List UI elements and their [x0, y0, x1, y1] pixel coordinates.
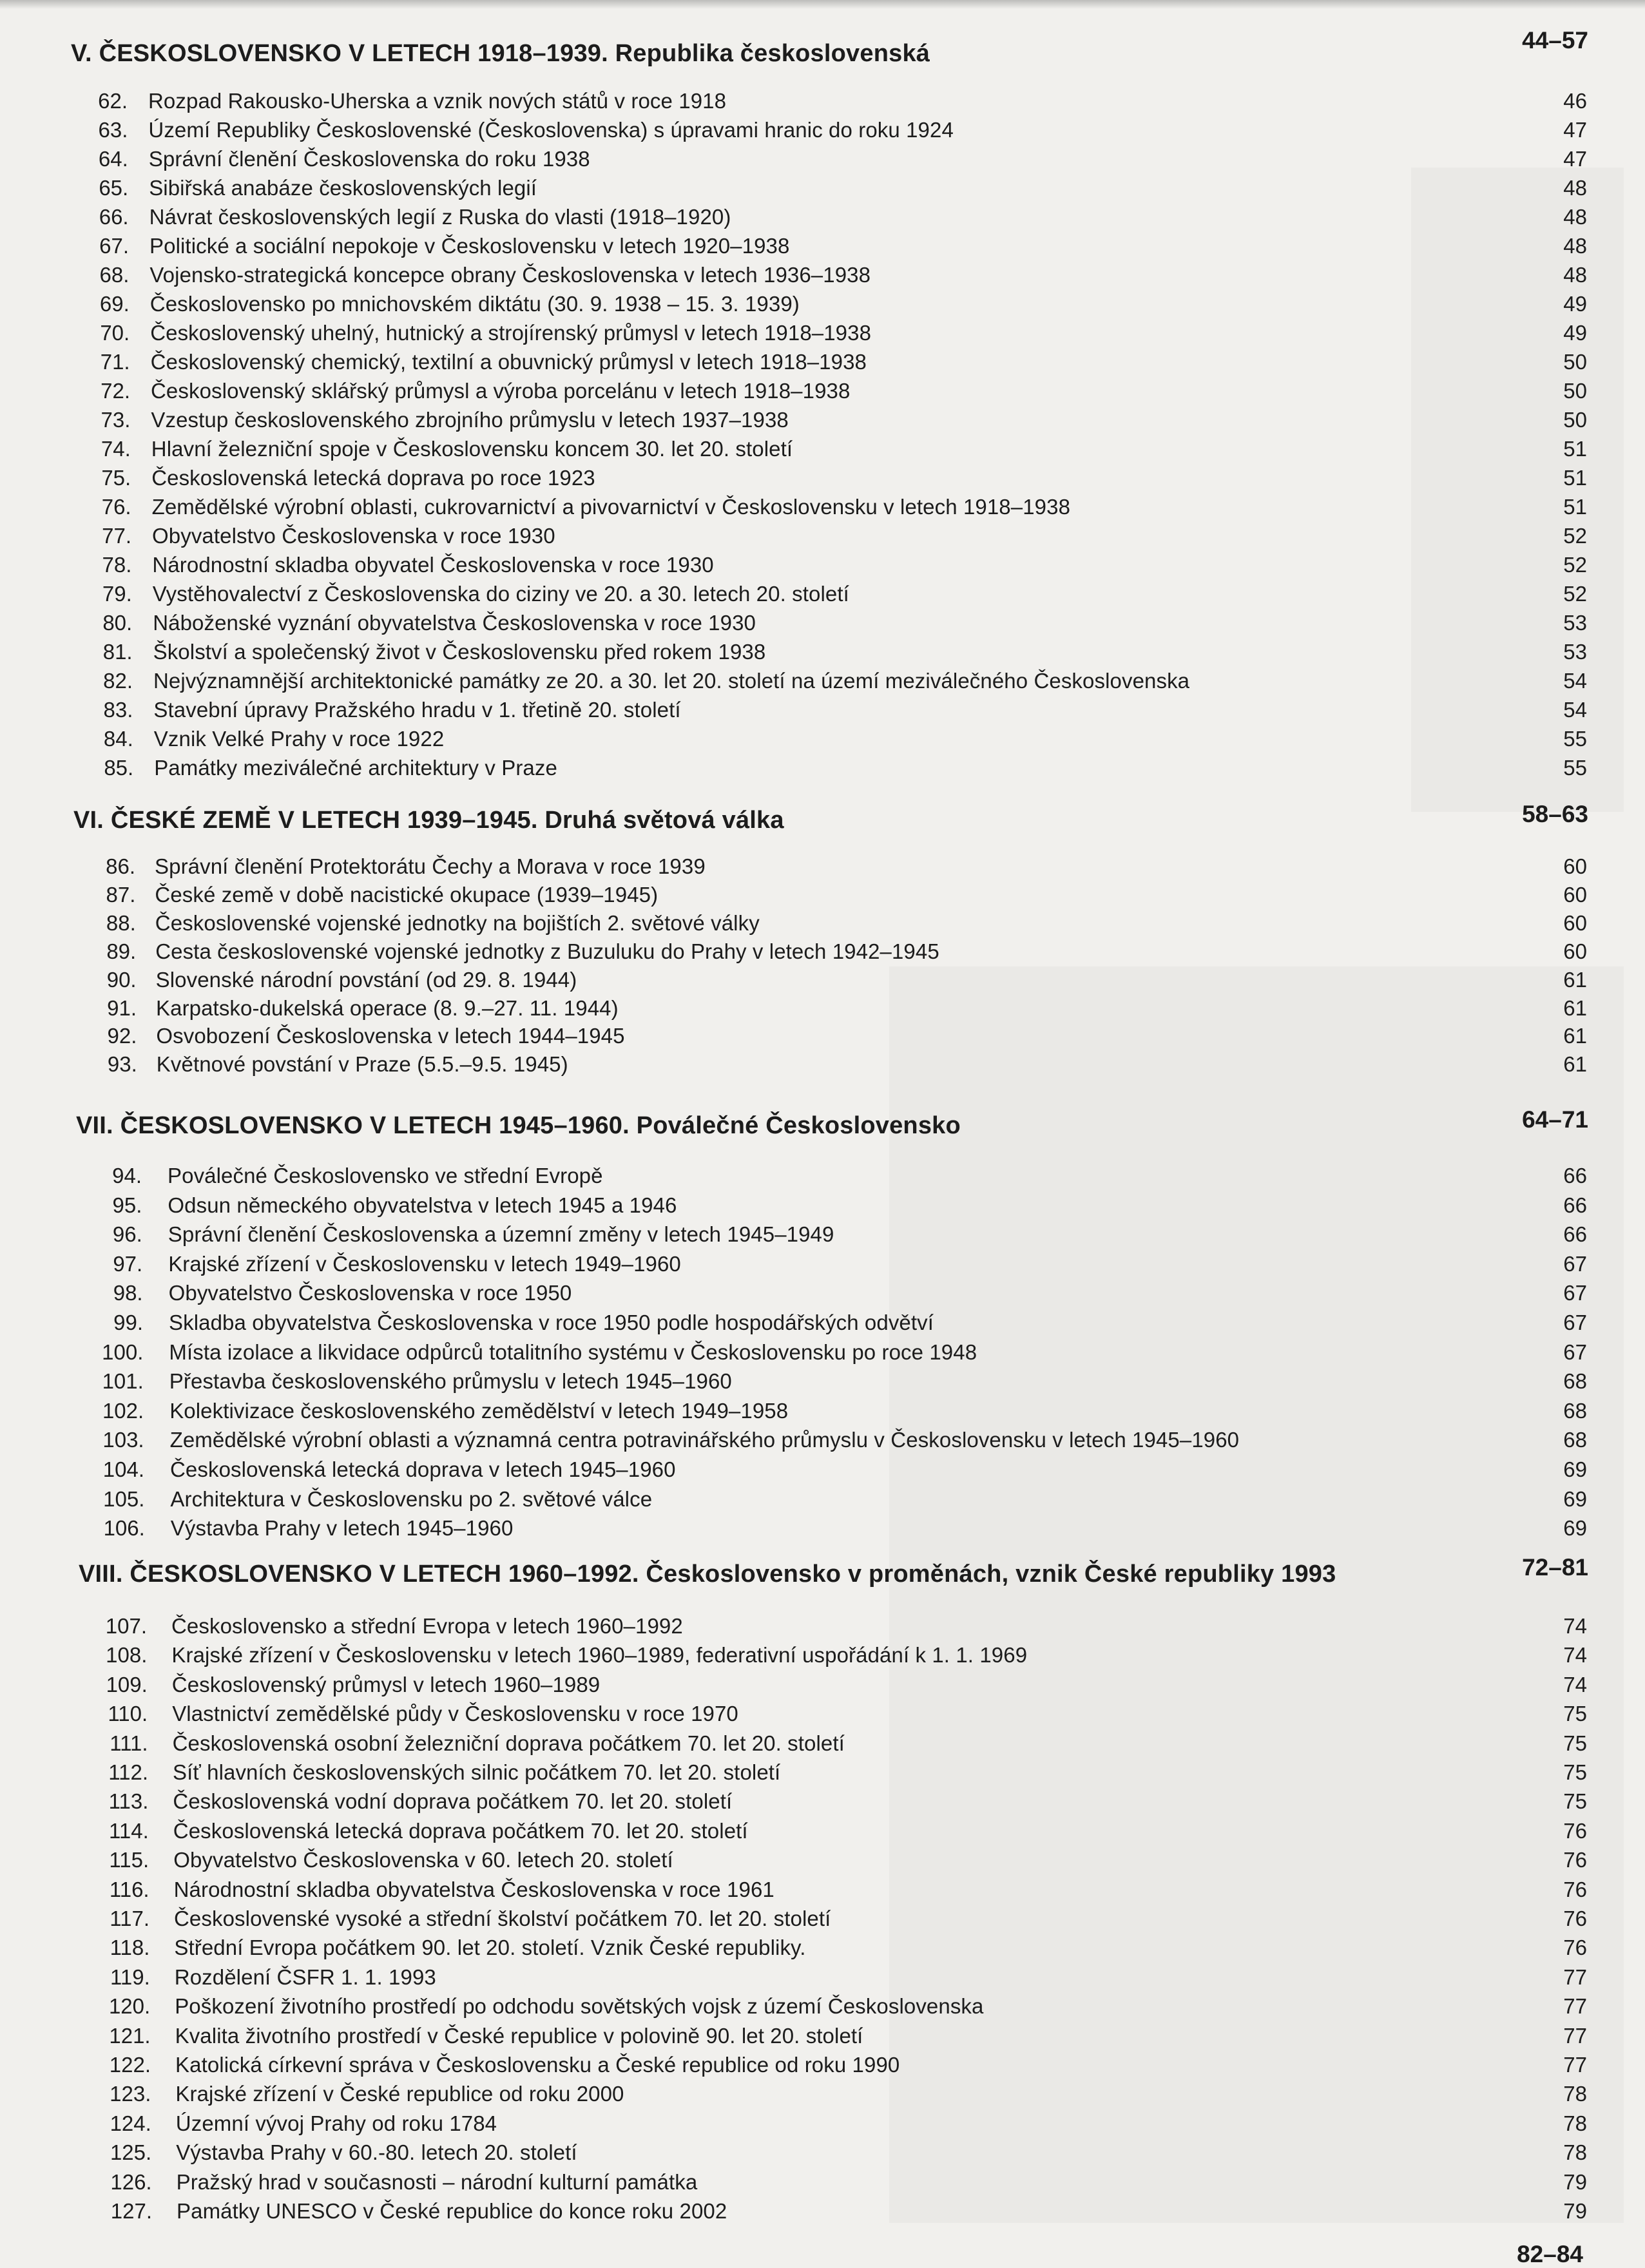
entry-number: 110.	[108, 1702, 148, 1726]
entry-page-number: 51	[1563, 437, 1587, 461]
toc-entry[interactable]	[0, 669, 1645, 698]
entry-page-number: 66	[1563, 1193, 1587, 1217]
toc-entry[interactable]	[0, 1193, 1645, 1223]
entry-number: 125.	[110, 2140, 152, 2165]
entry-page-number: 60	[1563, 910, 1587, 935]
entry-number: 116.	[109, 1877, 149, 1901]
entry-page-number: 75	[1563, 1702, 1587, 1726]
toc-entry[interactable]	[0, 263, 1645, 293]
toc-entry[interactable]	[0, 1760, 1645, 1790]
toc-entry[interactable]	[0, 1848, 1645, 1878]
toc-entry[interactable]	[0, 1024, 1645, 1053]
entry-number: 75.	[101, 466, 131, 490]
entry-title: Skladba obyvatelstva Československa v roce 1950 podle hospodářských odvětví	[169, 1311, 934, 1334]
entry-number: 121.	[109, 2023, 151, 2048]
toc-entry[interactable]	[0, 321, 1645, 351]
toc-entry[interactable]	[0, 968, 1645, 997]
entry-page-number: 60	[1563, 854, 1587, 878]
entry-page-number: 54	[1563, 698, 1587, 722]
toc-entry[interactable]	[0, 2053, 1645, 2082]
entry-page-number: 78	[1563, 2082, 1587, 2106]
entry-number: 88.	[106, 910, 136, 935]
entry-title: Karpatsko-dukelská operace (8. 9.–27. 11. 1944)	[156, 995, 619, 1020]
toc-entry[interactable]	[0, 2199, 1645, 2229]
entry-number: 63.	[98, 118, 128, 142]
toc-entry[interactable]	[0, 1252, 1645, 1282]
entry-number: 92.	[107, 1024, 137, 1048]
entry-number: 101.	[102, 1369, 144, 1394]
entry-number: 62.	[98, 89, 128, 113]
entry-page-number: 50	[1563, 379, 1587, 403]
entry-number: 102.	[102, 1398, 144, 1423]
toc-entry[interactable]	[0, 118, 1645, 148]
entry-number: 87.	[106, 882, 136, 907]
entry-title: České země v době nacistické okupace (1939–1945)	[155, 882, 659, 907]
toc-entry[interactable]	[0, 1878, 1645, 1907]
toc-entry[interactable]	[0, 1731, 1645, 1761]
entry-title: Krajské zřízení v České republice od roku 2000	[175, 2082, 624, 2106]
entry-page-number: 50	[1563, 350, 1587, 374]
entry-number: 98.	[113, 1281, 143, 1305]
entry-page-number: 77	[1563, 1965, 1587, 1989]
entry-page-number: 55	[1563, 727, 1587, 751]
entry-title: Poválečné Československo ve střední Evropě	[168, 1164, 603, 1187]
entry-title: Přestavba československého průmyslu v letech 1945–1960	[169, 1369, 732, 1394]
toc-entry[interactable]	[0, 756, 1645, 785]
entry-page-number: 47	[1563, 147, 1587, 171]
toc-entry[interactable]	[0, 495, 1645, 524]
entry-page-number: 76	[1563, 1907, 1587, 1930]
toc-entry[interactable]	[0, 996, 1645, 1026]
entry-title: Střední Evropa počátkem 90. let 20. století. Vznik České republiky.	[174, 1936, 806, 1960]
entry-page-number: 76	[1563, 1877, 1587, 1901]
toc-entry[interactable]	[0, 2140, 1645, 2170]
entry-title: Obyvatelstvo Československa v roce 1930	[152, 524, 555, 548]
entry-number: 95.	[112, 1193, 142, 1217]
entry-number: 78.	[102, 553, 132, 577]
entry-number: 83.	[103, 698, 133, 722]
entry-title: Katolická církevní správa v Československu a České republice od roku 1990	[175, 2053, 900, 2077]
entry-title: Československé vysoké a střední školství počátkem 70. let 20. století	[174, 1907, 831, 1930]
toc-entry[interactable]	[0, 640, 1645, 669]
entry-number: 76.	[101, 495, 131, 519]
toc-entry[interactable]	[0, 2111, 1645, 2141]
entry-page-number: 53	[1563, 611, 1587, 635]
entry-number: 97.	[113, 1251, 143, 1276]
toc-entry[interactable]	[0, 176, 1645, 206]
entry-number: 108.	[106, 1643, 148, 1667]
entry-title: Nejvýznamnější architektonické památky ze 20. a 30. let 20. století na území meziválečného Československa	[153, 669, 1190, 693]
entry-page-number: 77	[1563, 2053, 1587, 2077]
entry-title: Slovenské národní povstání (od 29. 8. 1944)	[155, 967, 577, 992]
entry-title: Československý průmysl v letech 1960–1989	[171, 1672, 601, 1696]
entry-number: 77.	[102, 524, 131, 548]
entry-number: 73.	[101, 408, 131, 432]
entry-page-number: 52	[1563, 582, 1587, 606]
entry-title: Návrat československých legií z Ruska do vlasti (1918–1920)	[149, 205, 731, 229]
entry-page-number: 48	[1563, 234, 1587, 258]
entry-number: 104.	[102, 1457, 144, 1481]
entry-title: Výstavba Prahy v letech 1945–1960	[170, 1516, 514, 1541]
entry-page-number: 51	[1563, 466, 1587, 490]
entry-number: 99.	[113, 1311, 143, 1334]
toc-entry[interactable]	[0, 1643, 1645, 1673]
toc-entry[interactable]	[0, 1673, 1645, 1702]
entry-page-number: 76	[1563, 1848, 1587, 1872]
toc-entry[interactable]	[0, 1516, 1645, 1546]
entry-page-number: 67	[1563, 1281, 1587, 1305]
toc-entry[interactable]	[0, 883, 1645, 912]
entry-number: 86.	[106, 854, 135, 878]
toc-entry[interactable]	[0, 292, 1645, 322]
entry-number: 113.	[108, 1789, 149, 1814]
toc-entry[interactable]	[0, 2024, 1645, 2053]
toc-entry[interactable]	[0, 1702, 1645, 1731]
entry-page-number: 77	[1563, 1994, 1587, 2019]
entry-page-number: 51	[1563, 495, 1587, 519]
entry-title: Stavební úpravy Pražského hradu v 1. třetině 20. století	[153, 698, 681, 722]
entry-page-number: 66	[1563, 1164, 1587, 1187]
toc-entry[interactable]	[0, 911, 1645, 941]
toc-entry[interactable]	[0, 350, 1645, 380]
toc-entry[interactable]	[0, 582, 1645, 611]
entry-title: Československá letecká doprava po roce 1923	[151, 466, 595, 490]
entry-number: 100.	[102, 1340, 144, 1364]
entry-number: 72.	[101, 379, 130, 403]
entry-title: Vojensko-strategická koncepce obrany Československa v letech 1936–1938	[149, 263, 871, 287]
entry-number: 106.	[103, 1516, 145, 1541]
entry-number: 69.	[99, 292, 130, 316]
entry-page-number: 60	[1563, 882, 1587, 907]
entry-number: 126.	[110, 2169, 152, 2194]
entry-title: Náboženské vyznání obyvatelstva Československa v roce 1930	[153, 611, 756, 635]
toc-entry[interactable]	[0, 1428, 1645, 1457]
entry-number: 109.	[106, 1672, 148, 1696]
toc-entry[interactable]	[0, 1994, 1645, 2024]
toc-entry[interactable]	[0, 1789, 1645, 1819]
entry-title: Osvobození Československa v letech 1944–1945	[156, 1024, 625, 1048]
entry-number: 120.	[108, 1994, 151, 2019]
entry-page-number: 54	[1563, 669, 1587, 693]
entry-page-number: 67	[1563, 1251, 1587, 1276]
entry-title: Československý chemický, textilní a obuvnický průmysl v letech 1918–1938	[150, 350, 867, 374]
entry-page-number: 49	[1563, 292, 1587, 316]
entry-title: Památky meziválečné architektury v Praze	[154, 756, 557, 780]
entry-title: Rozdělení ČSFR 1. 1. 1993	[174, 1965, 436, 1989]
entry-page-number: 61	[1563, 967, 1587, 992]
entry-number: 107.	[105, 1614, 147, 1638]
entry-title: Vystěhovalectví z Československa do ciziny ve 20. a 30. letech 20. století	[152, 582, 849, 606]
entry-page-number: 67	[1563, 1340, 1587, 1364]
entry-page-number: 48	[1563, 263, 1587, 287]
entry-title: Zemědělské výrobní oblasti, cukrovarnictví a pivovarnictví v Československu v letech 1918–1938	[151, 495, 1071, 519]
entry-number: 68.	[99, 263, 130, 287]
entry-title: Československý sklářský průmysl a výroba porcelánu v letech 1918–1938	[151, 379, 851, 403]
entry-title: Sibiřská anabáze československých legií	[149, 176, 537, 200]
entry-page-number: 75	[1563, 1731, 1587, 1755]
entry-page-number: 68	[1563, 1369, 1587, 1394]
entry-title: Kolektivizace československého zemědělství v letech 1949–1958	[169, 1398, 789, 1423]
toc-entry[interactable]	[0, 1936, 1645, 1965]
toc-entry[interactable]	[0, 234, 1645, 264]
toc-entry[interactable]	[0, 727, 1645, 756]
toc-entry[interactable]	[0, 1965, 1645, 1995]
entry-page-number: 78	[1563, 2140, 1587, 2165]
toc-entry[interactable]	[0, 1222, 1645, 1252]
entry-title: Výstavba Prahy v 60.-80. letech 20. století	[176, 2140, 577, 2165]
entry-page-number: 49	[1563, 321, 1587, 345]
entry-page-number: 47	[1563, 118, 1587, 142]
toc-entry[interactable]	[0, 2082, 1645, 2111]
entry-number: 66.	[99, 205, 129, 229]
entry-number: 122.	[109, 2053, 151, 2077]
toc-entry[interactable]	[0, 1399, 1645, 1428]
entry-number: 111.	[110, 1731, 148, 1755]
entry-page-number: 68	[1563, 1428, 1587, 1452]
entry-title: Květnové povstání v Praze (5.5.–9.5. 1945)	[156, 1052, 568, 1077]
entry-number: 85.	[104, 756, 134, 780]
entry-title: Obyvatelstvo Československa v 60. letech 20. století	[173, 1848, 673, 1872]
entry-number: 124.	[110, 2111, 151, 2135]
entry-page-number: 74	[1563, 1614, 1587, 1638]
toc-entry[interactable]	[0, 698, 1645, 727]
entry-page-number: 68	[1563, 1398, 1587, 1423]
entry-title: Československá letecká doprava počátkem 70. let 20. století	[173, 1818, 748, 1843]
toc-entry[interactable]	[0, 1819, 1645, 1849]
entry-title: Síť hlavních československých silnic počátkem 70. let 20. století	[173, 1760, 781, 1784]
entry-page-number: 52	[1563, 553, 1587, 577]
entry-number: 123.	[110, 2082, 151, 2106]
entry-title: Rozpad Rakousko-Uherska a vznik nových států v roce 1918	[148, 89, 727, 113]
entry-page-number: 79	[1563, 2169, 1587, 2194]
entry-title: Politické a sociální nepokoje v Československu v letech 1920–1938	[149, 234, 790, 258]
entry-page-number: 76	[1563, 1936, 1587, 1960]
entry-title: Československá letecká doprava v letech 1945–1960	[170, 1457, 676, 1481]
entry-title: Územní vývoj Prahy od roku 1784	[175, 2111, 497, 2135]
entry-title: Architektura v Československu po 2. světové válce	[170, 1486, 653, 1511]
toc-entry[interactable]	[0, 379, 1645, 408]
toc-entry[interactable]	[0, 553, 1645, 582]
entry-title: Kvalita životního prostředí v České republice v polovině 90. let 20. století	[175, 2023, 863, 2048]
toc-entry[interactable]	[0, 1311, 1645, 1340]
toc-entry[interactable]	[0, 939, 1645, 969]
section-heading: VIII. ČESKOSLOVENSKO V LETECH 1960–1992. Československo v proměnách, vznik České republiky 1993	[79, 1561, 1336, 1588]
entry-page-number: 76	[1563, 1818, 1587, 1843]
entry-page-number: 78	[1563, 2111, 1587, 2135]
section-page-range: 44–57	[1522, 27, 1588, 53]
entry-title: Vzestup československého zbrojního průmyslu v letech 1937–1938	[151, 408, 789, 432]
entry-number: 82.	[103, 669, 133, 693]
entry-title: Odsun německého obyvatelstva v letech 1945 a 1946	[168, 1193, 677, 1217]
page-top-shadow	[0, 0, 1645, 9]
entry-page-number: 74	[1563, 1672, 1587, 1696]
entry-number: 64.	[98, 147, 128, 171]
next-section-range: 82–84	[1517, 2241, 1583, 2267]
entry-page-number: 53	[1563, 640, 1587, 664]
entry-title: Československo po mnichovském diktátu (30. 9. 1938 – 15. 3. 1939)	[149, 292, 800, 316]
toc-entry[interactable]	[0, 1457, 1645, 1487]
entry-page-number: 46	[1563, 89, 1587, 113]
entry-page-number: 61	[1563, 1052, 1587, 1077]
toc-entry[interactable]	[0, 466, 1645, 495]
entry-title: Národnostní skladba obyvatelstva Československa v roce 1961	[173, 1877, 774, 1901]
entry-page-number: 48	[1563, 176, 1587, 200]
entry-page-number: 69	[1563, 1457, 1587, 1481]
entry-page-number: 69	[1563, 1516, 1587, 1541]
entry-title: Československé vojenské jednotky na bojištích 2. světové války	[155, 910, 760, 935]
toc-entry[interactable]	[0, 1340, 1645, 1370]
entry-title: Krajské zřízení v Československu v letech 1949–1960	[168, 1251, 681, 1276]
entry-number: 80.	[102, 611, 133, 635]
toc-entry[interactable]	[0, 1281, 1645, 1311]
entry-number: 65.	[99, 176, 129, 200]
toc-entry[interactable]	[0, 611, 1645, 640]
toc-entry[interactable]	[0, 408, 1645, 437]
entry-number: 93.	[107, 1052, 137, 1077]
entry-title: Školství a společenský život v Československu před rokem 1938	[153, 640, 766, 664]
entry-title: Hlavní železniční spoje v Československu koncem 30. let 20. století	[151, 437, 793, 461]
entry-page-number: 61	[1563, 1024, 1587, 1048]
entry-title: Krajské zřízení v Československu v letech 1960–1989, federativní uspořádání k 1. 1. 1969	[171, 1643, 1028, 1667]
entry-number: 70.	[100, 321, 130, 345]
entry-page-number: 50	[1563, 408, 1587, 432]
entry-page-number: 48	[1563, 205, 1587, 229]
entry-page-number: 55	[1563, 756, 1587, 780]
entry-title: Poškození životního prostředí po odchodu sovětských vojsk z území Československa	[175, 1994, 984, 2019]
entry-number: 103.	[102, 1428, 144, 1452]
entry-number: 119.	[110, 1965, 150, 1989]
section-heading: VI. ČESKÉ ZEMĚ V LETECH 1939–1945. Druhá světová válka	[73, 807, 784, 834]
toc-entry[interactable]	[0, 205, 1645, 235]
section-heading: V. ČESKOSLOVENSKO V LETECH 1918–1939. Republika československá	[71, 40, 930, 67]
toc-entry[interactable]	[0, 1052, 1645, 1082]
entry-number: 71.	[100, 350, 130, 374]
toc-entry[interactable]	[0, 437, 1645, 466]
entry-title: Správní členění Československa a územní změny v letech 1945–1949	[168, 1222, 834, 1247]
toc-entry[interactable]	[0, 89, 1645, 119]
entry-page-number: 69	[1563, 1486, 1587, 1511]
entry-title: Místa izolace a likvidace odpůrců totalitního systému v Československu po roce 1948	[169, 1340, 977, 1364]
toc-entry[interactable]	[0, 1614, 1645, 1644]
entry-number: 67.	[99, 234, 129, 258]
entry-number: 96.	[112, 1222, 142, 1247]
section-heading: VII. ČESKOSLOVENSKO V LETECH 1945–1960. Poválečné Československo	[76, 1112, 961, 1139]
entry-number: 79.	[102, 582, 132, 606]
toc-entry[interactable]	[0, 1907, 1645, 1936]
entry-title: Území Republiky Československé (Československa) s úpravami hranic do roku 1924	[148, 118, 954, 142]
entry-title: Památky UNESCO v České republice do konce roku 2002	[177, 2199, 727, 2223]
entry-number: 89.	[106, 939, 137, 963]
entry-page-number: 60	[1563, 939, 1587, 963]
entry-title: Vznik Velké Prahy v roce 1922	[153, 727, 445, 751]
entry-page-number: 75	[1563, 1760, 1587, 1784]
toc-entry[interactable]	[0, 1487, 1645, 1517]
entry-number: 114.	[109, 1818, 149, 1843]
entry-number: 117.	[110, 1907, 149, 1930]
entry-number: 84.	[103, 727, 133, 751]
entry-number: 115.	[109, 1848, 149, 1872]
toc-entry[interactable]	[0, 1164, 1645, 1193]
toc-entry[interactable]	[0, 854, 1645, 884]
toc-entry[interactable]	[0, 2170, 1645, 2200]
entry-page-number: 61	[1563, 995, 1587, 1020]
entry-title: Pražský hrad v současnosti – národní kulturní památka	[176, 2169, 698, 2194]
entry-number: 74.	[101, 437, 131, 461]
entry-title: Národnostní skladba obyvatel Československa v roce 1930	[152, 553, 714, 577]
entry-page-number: 75	[1563, 1789, 1587, 1814]
entry-number: 91.	[107, 995, 137, 1020]
entry-title: Správní členění Protektorátu Čechy a Morava v roce 1939	[155, 854, 706, 878]
entry-title: Cesta československé vojenské jednotky z Buzuluku do Prahy v letech 1942–1945	[155, 939, 939, 963]
entry-page-number: 74	[1563, 1643, 1587, 1667]
entry-page-number: 77	[1563, 2023, 1587, 2048]
toc-entry[interactable]	[0, 1369, 1645, 1399]
entry-number: 112.	[108, 1760, 148, 1784]
entry-title: Zemědělské výrobní oblasti a významná centra potravinářského průmyslu v Československu v letech 1945–1960	[169, 1428, 1240, 1452]
entry-page-number: 67	[1563, 1311, 1587, 1334]
entry-title: Vlastnictví zemědělské půdy v Československu v roce 1970	[172, 1702, 738, 1726]
toc-entry[interactable]	[0, 524, 1645, 553]
entry-number: 94.	[112, 1164, 142, 1187]
entry-title: Obyvatelstvo Československa v roce 1950	[168, 1281, 572, 1305]
section-page-range: 58–63	[1522, 801, 1588, 827]
entry-number: 118.	[110, 1936, 150, 1960]
entry-title: Správní členění Československa do roku 1938	[148, 147, 590, 171]
entry-number: 81.	[102, 640, 133, 664]
entry-number: 127.	[110, 2199, 152, 2223]
entry-number: 90.	[106, 967, 137, 992]
entry-title: Československá vodní doprava počátkem 70. let 20. století	[173, 1789, 733, 1814]
toc-entry[interactable]	[0, 147, 1645, 177]
entry-page-number: 52	[1563, 524, 1587, 548]
entry-page-number: 79	[1563, 2199, 1587, 2223]
entry-number: 105.	[103, 1486, 145, 1511]
entry-title: Československo a střední Evropa v letech 1960–1992	[171, 1614, 683, 1638]
entry-title: Československý uhelný, hutnický a strojírenský průmysl v letech 1918–1938	[150, 321, 872, 345]
entry-title: Československá osobní železniční doprava počátkem 70. let 20. století	[172, 1731, 845, 1755]
section-page-range: 72–81	[1522, 1554, 1588, 1581]
section-page-range: 64–71	[1522, 1106, 1588, 1133]
entry-page-number: 66	[1563, 1222, 1587, 1247]
